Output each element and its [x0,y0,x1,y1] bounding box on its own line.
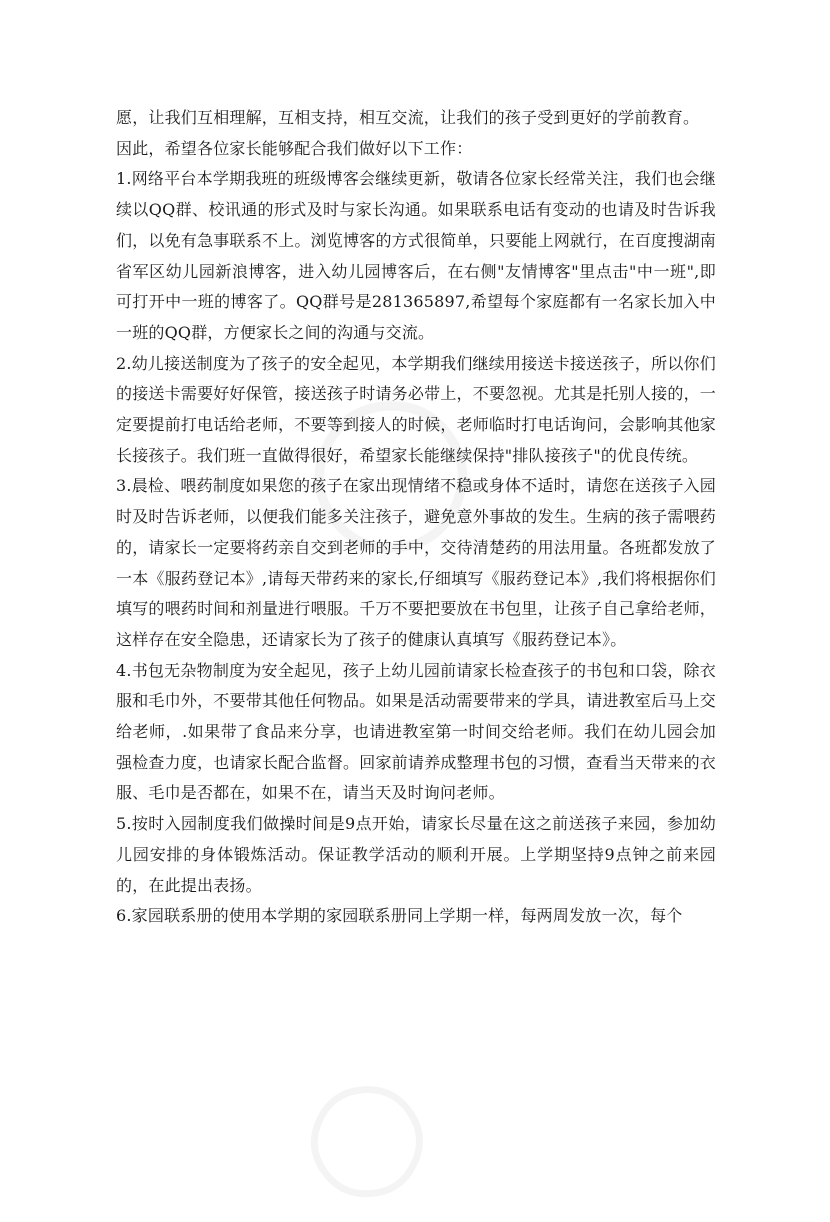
document-body [116,103,716,932]
paragraph-item-2-pickup-rules: 2.幼儿接送制度为了孩子的安全起见，本学期我们继续用接送卡接送孩子，所以你们的接送卡需要好好保管，接送孩子时请务必带上，不要忽视。尤其是托别人接的，一定要提前打电话给老师，不要等到接人的时候，老师临时打电话询问，会影响其他家长接孩子。我们班一直做得很好，希望家长能继续保持"排队接孩子"的优良传统。 [116,353,716,465]
paragraph-item-5-arrival-time: 5.按时入园制度我们做操时间是9点开始，请家长尽量在这之前送孩子来园，参加幼儿园安排的身体锻炼活动。保证教学活动的顺利开展。上学期坚持9点钟之前来园的，在此提出表扬。 [116,814,716,895]
paragraph-item-3-medicine-rules: 3.晨检、喂药制度如果您的孩子在家出现情绪不稳或身体不适时，请您在送孩子入园时及时告诉老师，以便我们能多关注孩子，避免意外事故的发生。生病的孩子需喂药的，请家长一定要将药亲自交到老师的手中，交待清楚药的用法用量。各班都发放了一本《服药登记本》,请每天带药来的家长,仔细填写《服药登记本》,我们将根据你们填写的喂药时间和剂量进行喂服。千万不要把要放在书包里，让孩子自己拿给老师，这样存在安全隐患，还请家长为了孩子的健康认真填写《服药登记本》。 [116,476,716,649]
paragraph-intro-request: 因此，希望各位家长能够配合我们做好以下工作： [116,138,473,158]
paragraph-intro-continuation: 愿，让我们互相理解，互相支持，相互交流，让我们的孩子受到更好的学前教育。 [116,108,700,127]
paragraph-item-1-network-platform: 1.网络平台本学期我班的班级博客会继续更新，敬请各位家长经常关注，我们也会继续以QQ群、校讯通的形式及时与家长沟通。如果联系电话有变动的也请及时告诉我们，以免有急事联系不上。浏览博客的方式很简单，只要能上网就行，在百度搜湖南省军区幼儿园新浪博客，进入幼儿园博客后，在右侧"友情博客"里点击"中一班",即可打开中一班的博客了。QQ群号是281365897,希望每个家庭都有一名家长加入中一班的QQ群，方便家长之间的沟通与交流。 [116,169,716,342]
paragraph-item-4-schoolbag-rules: 4.书包无杂物制度为安全起见，孩子上幼儿园前请家长检查孩子的书包和口袋，除衣服和毛巾外，不要带其他任何物品。如果是活动需要带来的学具，请进教室后马上交给老师，.如果带了食品来分享，也请进教室第一时间交给老师。我们在幼儿园会加强检查力度，也请家长配合监督。回家前请养成整理书包的习惯，查看当天带来的衣服、毛巾是否都在，如果不在，请当天及时询问老师。 [116,660,716,803]
paragraph-item-6-contact-book: 6.家园联系册的使用本学期的家园联系册同上学期一样，每两周发放一次，每个 [116,906,683,926]
watermark [274,1046,448,1221]
